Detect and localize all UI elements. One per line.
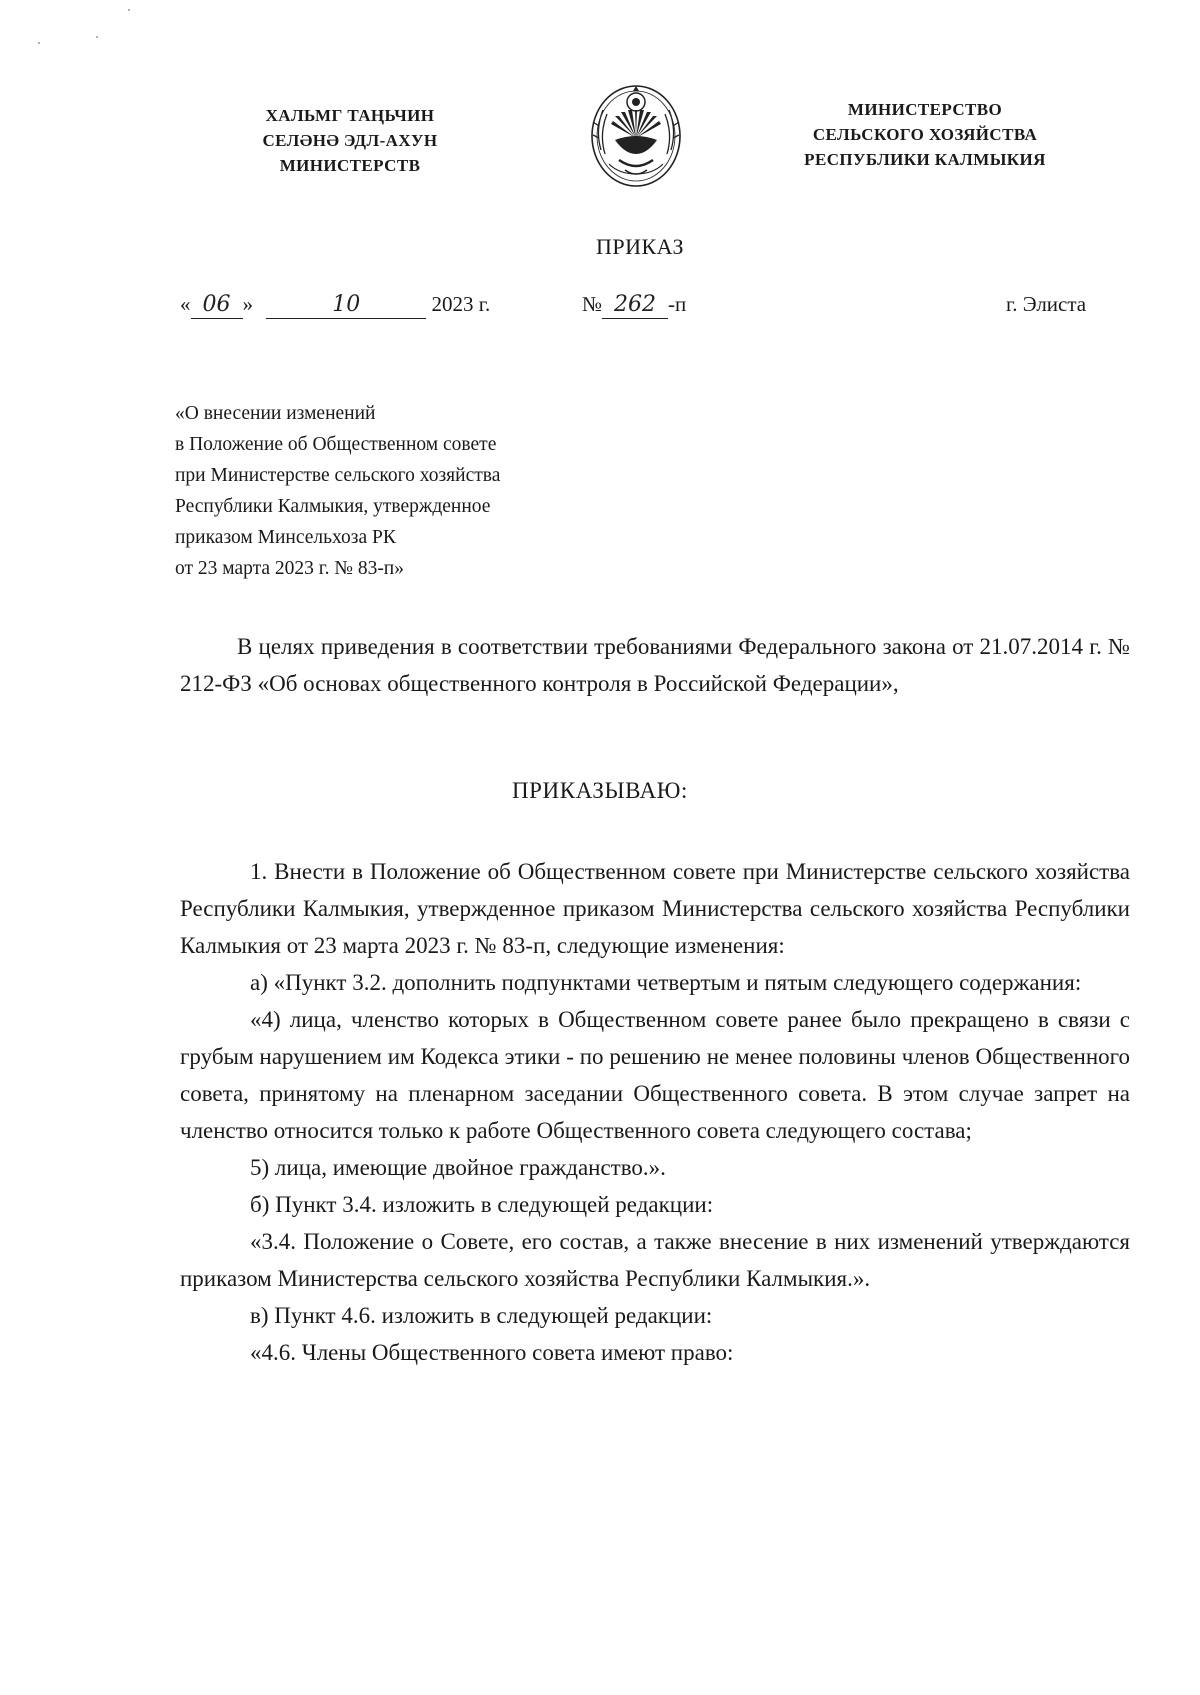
date-month: 10 — [266, 292, 426, 319]
order-paragraph: «4) лица, членство которых в Общественном совете ранее было прекращено в связи с грубым нарушением им Кодекса этики - по решению не менее половины членов Общественного совета, принятому на пленарном заседании Общественного совета. В этом случае запрет на членство относится только к работе Общественного совета следующего состава; — [180, 1007, 1130, 1143]
subject-line: в Положение об Общественном совете — [175, 434, 497, 455]
date-year: 2023 г. — [431, 292, 491, 316]
header-left-line: ХАЛЬМГ ТАҢЬЧИН — [265, 106, 435, 125]
header-left-kalmyk — [215, 103, 485, 178]
decree-heading: ПРИКАЗЫВАЮ: — [511, 778, 689, 803]
header-right-line: СЕЛЬСКОГО ХОЗЯЙСТВА — [812, 125, 1038, 144]
order-paragraph: в) Пункт 4.6. изложить в следующей редакции: — [250, 1303, 713, 1328]
header-left-line: СЕЛӘНӘ ЭДЛ-АХУН — [262, 131, 438, 150]
order-body — [180, 853, 1130, 1371]
header-left-line: МИНИСТЕРСТВ — [279, 156, 421, 175]
scan-speck — [128, 9, 130, 11]
subject-line: приказом Минсельхоза РК — [175, 527, 396, 548]
date-quote-open: « — [180, 292, 191, 316]
city: г. Элиста — [1006, 292, 1087, 316]
header-right-line: МИНИСТЕРСТВО — [847, 100, 1003, 119]
order-paragraph: 5) лица, имеющие двойное гражданство.». — [250, 1155, 666, 1180]
header-right-line: РЕСПУБЛИКИ КАЛМЫКИЯ — [804, 150, 1046, 169]
order-paragraph: «4.6. Члены Общественного совета имеют право: — [250, 1340, 734, 1365]
scan-speck — [38, 42, 40, 44]
scan-speck — [96, 36, 98, 38]
number-prefix: № — [582, 292, 603, 316]
number-suffix: -п — [668, 292, 687, 316]
date-quote-close: » — [242, 292, 253, 316]
coat-of-arms-icon — [585, 80, 687, 190]
order-subject — [175, 398, 500, 584]
order-date — [180, 292, 490, 319]
document-title: ПРИКАЗ — [595, 234, 685, 259]
subject-line: при Министерстве сельского хозяйства — [175, 465, 501, 486]
header-right-russian — [765, 97, 1085, 172]
subject-line: «О внесении изменений — [175, 403, 376, 424]
order-paragraph: 1. Внести в Положение об Общественном совете при Министерстве сельского хозяйства Республики Калмыкия, утвержденное приказом Министерства сельского хозяйства Республики Калмыкия от 23 марта 2023 г. № 83-п, следующие изменения: — [180, 859, 1130, 958]
order-paragraph: б) Пункт 3.4. изложить в следующей редакции: — [250, 1192, 714, 1217]
subject-line: Республики Калмыкия, утвержденное — [175, 496, 491, 517]
order-number — [582, 292, 686, 319]
order-paragraph: «3.4. Положение о Совете, его состав, а также внесение в них изменений утверждаются приказом Министерства сельского хозяйства Республики Калмыкия.». — [180, 1229, 1130, 1291]
number-value: 262 — [602, 292, 668, 319]
order-paragraph: а) «Пункт 3.2. дополнить подпунктами четвертым и пятым следующего содержания: — [250, 970, 1082, 995]
date-day: 06 — [191, 292, 243, 319]
preamble-paragraph: В целях приведения в соответствии требованиями Федерального закона от 21.07.2014 г. № 212-ФЗ «Об основах общественного контроля в Российской Федерации», — [180, 634, 1130, 696]
subject-line: от 23 марта 2023 г. № 83-п» — [175, 558, 404, 579]
